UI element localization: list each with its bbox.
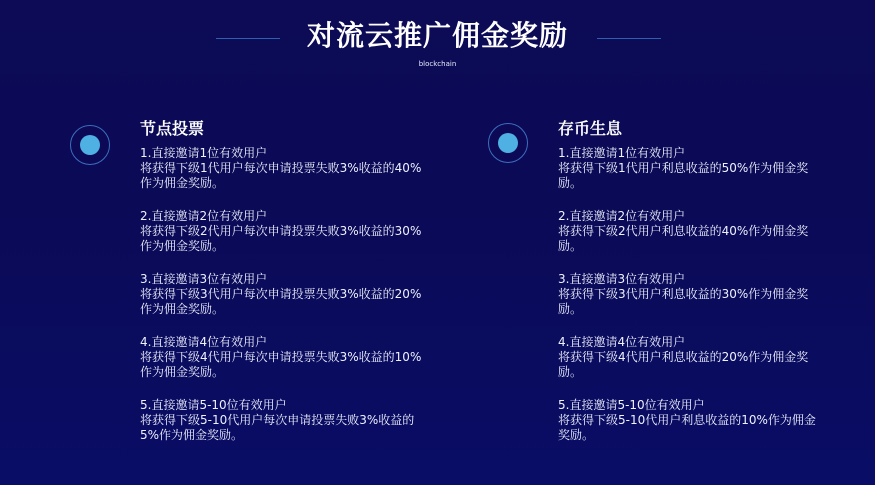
item-heading: 5.直接邀请5-10位有效用户 bbox=[140, 398, 287, 412]
list-item bbox=[558, 146, 858, 191]
list-item bbox=[140, 335, 440, 380]
item-heading: 4.直接邀请4位有效用户 bbox=[140, 335, 268, 349]
list-item bbox=[140, 398, 440, 443]
item-heading: 1.直接邀请1位有效用户 bbox=[140, 146, 268, 160]
circle-bullet-icon bbox=[70, 125, 110, 165]
bullet-dot bbox=[80, 135, 100, 155]
section-title: 存币生息 bbox=[558, 119, 623, 138]
section-title: 节点投票 bbox=[140, 119, 205, 138]
title-divider-right bbox=[597, 38, 661, 39]
circle-bullet-icon bbox=[488, 123, 528, 163]
title-divider-left bbox=[216, 38, 280, 39]
page-title: 对流云推广佣金奖励 bbox=[306, 19, 568, 52]
list-item bbox=[558, 398, 858, 443]
list-item bbox=[140, 272, 440, 317]
item-text: 将获得下级3代用户每次申请投票失败3%收益的20%作为佣金奖励。 bbox=[140, 287, 422, 316]
page-subtitle: blockchain bbox=[418, 60, 457, 68]
item-text: 将获得下级5-10代用户每次申请投票失败3%收益的5%作为佣金奖励。 bbox=[140, 413, 415, 442]
list-item bbox=[140, 209, 440, 254]
item-heading: 2.直接邀请2位有效用户 bbox=[558, 209, 686, 223]
section-staking-interest bbox=[558, 118, 858, 461]
item-heading: 4.直接邀请4位有效用户 bbox=[558, 335, 686, 349]
list-item bbox=[140, 146, 440, 191]
bullet-dot bbox=[498, 133, 518, 153]
header bbox=[0, 14, 875, 58]
item-text: 将获得下级2代用户利息收益的40%作为佣金奖励。 bbox=[558, 224, 809, 253]
item-heading: 3.直接邀请3位有效用户 bbox=[140, 272, 268, 286]
item-text: 将获得下级3代用户利息收益的30%作为佣金奖励。 bbox=[558, 287, 809, 316]
list-item bbox=[558, 209, 858, 254]
item-text: 将获得下级5-10代用户利息收益的10%作为佣金奖励。 bbox=[558, 413, 816, 442]
item-heading: 1.直接邀请1位有效用户 bbox=[558, 146, 686, 160]
item-text: 将获得下级4代用户利息收益的20%作为佣金奖励。 bbox=[558, 350, 809, 379]
list-item bbox=[558, 335, 858, 380]
list-item bbox=[558, 272, 858, 317]
item-text: 将获得下级1代用户每次申请投票失败3%收益的40%作为佣金奖励。 bbox=[140, 161, 422, 190]
item-heading: 2.直接邀请2位有效用户 bbox=[140, 209, 268, 223]
item-text: 将获得下级4代用户每次申请投票失败3%收益的10%作为佣金奖励。 bbox=[140, 350, 422, 379]
item-text: 将获得下级1代用户利息收益的50%作为佣金奖励。 bbox=[558, 161, 809, 190]
item-heading: 5.直接邀请5-10位有效用户 bbox=[558, 398, 705, 412]
item-heading: 3.直接邀请3位有效用户 bbox=[558, 272, 686, 286]
item-text: 将获得下级2代用户每次申请投票失败3%收益的30%作为佣金奖励。 bbox=[140, 224, 422, 253]
section-node-voting bbox=[140, 118, 440, 461]
